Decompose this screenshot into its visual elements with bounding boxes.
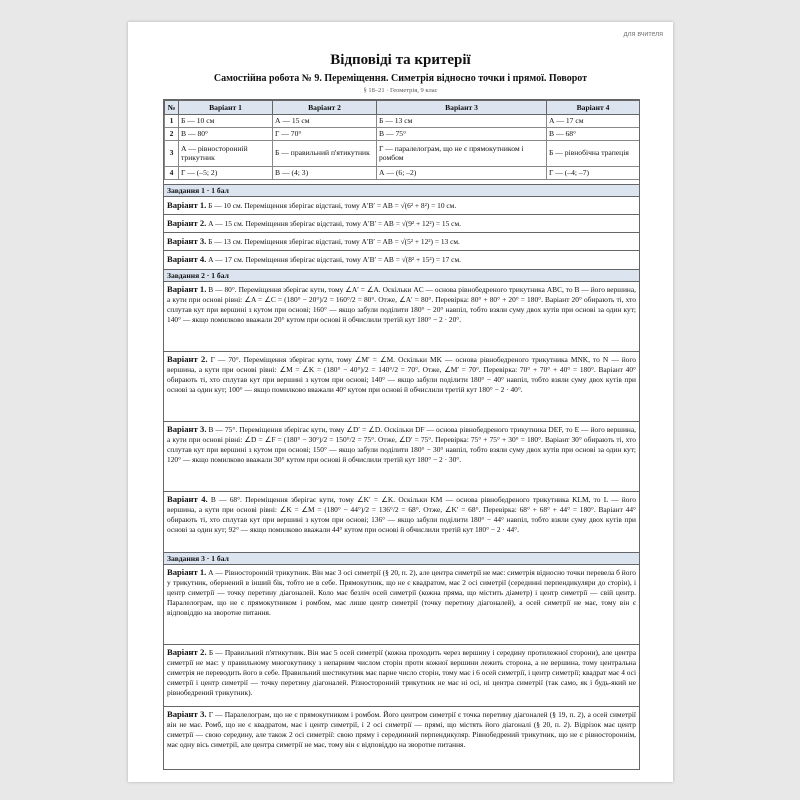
table-cell: Б — правильний п'ятикутник	[273, 141, 377, 167]
table-cell: 2	[165, 128, 179, 141]
variant-label: Варіант 1.	[167, 199, 207, 210]
table-cell: В — 75°	[377, 128, 547, 141]
variant-text: Г — Паралелограм, що не є прямокутником і ромбом. Його центром симетрії є точка перетину діагоналей (§ 19, п. 2), а осей симетрії він не має. Ромб, що не є квадратом, має і центр симетрії, і 2 осі симетрії — прямі, що містять його діагоналі (§ 20, п. 2). Відрізок має центр симетрії — свою середину, але також 2 осі симетрії: свою пряму і серединний перпендикуляр. Рівнобедрений трикутник, що не є рівностороннім, має одну вісь симетрії, але центра симетрії не має, тому він є відповіддю на зворотне питання.	[167, 710, 636, 749]
task-2-variant-2	[164, 352, 639, 422]
task-3-variant-2	[164, 645, 639, 707]
table-cell: А — (6; –2)	[377, 167, 547, 180]
variant-label: Варіант 1.	[167, 567, 207, 577]
table-row	[165, 141, 640, 167]
variant-text: Г — 70°. Переміщення зберігає кути, тому ∠M′ = ∠M. Оскільки MK — основа рівнобедреного трикутника MNK, то N — його вершина, а кути при основі рівні: ∠M = ∠K = (180° − 40°)/2 = 140°/2 = 70°. Отже, ∠M′ = 70°. Перевірка: 70° + 70° + 40° = 180°. Варіант 40° обирають ті, хто сплутав кут при вершині з кутом при основі; 140° — якщо забули поділити 180° − 40° навпіл, тобто взяли суму двох кутів при основі за один кут; 100° — якщо помилково вважали 40° кутом при основі й обчислили третій кут 180° − 2 · 40°.	[167, 355, 636, 394]
task-1-variant-3	[164, 233, 639, 251]
variant-text: В — 80°. Переміщення зберігає кути, тому ∠A′ = ∠A. Оскільки AC — основа рівнобедреного трикутника ABC, то B — його вершина, а кути при основі рівні: ∠A = ∠C = (180° − 20°)/2 = 160°/2 = 80°. Отже, ∠A′ = 80°. Перевірка: 80° + 80° + 20° = 180°. Варіант 20° обирають ті, хто сплутав кут при вершині з кутом при основі; 160° — якщо забули поділити 180° − 20° навпіл, тобто взяли суму двох кутів при основі за один кут; 140° — якщо помилково вважали 20° кутом при основі й обчислили третій кут 180° − 2 · 20°.	[167, 285, 636, 324]
page-meta: § 18–21 · Геометрія, 9 клас	[363, 87, 438, 94]
task-2-variant-4	[164, 492, 639, 560]
column-header: Варіант 1	[179, 101, 273, 115]
table-cell: В — 68°	[547, 128, 640, 141]
task-1-variant-1	[164, 197, 639, 215]
answer-sheet-page	[128, 22, 673, 782]
table-cell: 4	[165, 167, 179, 180]
task-1-variant-2	[164, 215, 639, 233]
variant-text: Б — Правильний п'ятикутник. Він має 5 осей симетрії (кожна проходить через вершину і середину протилежної сторони), але центра симетрії не має: у правильному многокутнику з непарним числом сторін проти кожної вершини лежить сторона, а не вершина, тому центральна симетрія не переводить його в себе. Правильний шестикутник має парне число сторін, тому має і 6 осей симетрії, і центр симетрії; квадрат має 4 осі симетрії і центр симетрії — точку перетину діагоналей. Різносторонній трикутник не має ні осі, ні центра симетрії (так само, як і будь-який не рівнобедрений трикутник).	[167, 648, 636, 697]
variant-text: А — 17 см. Переміщення зберігає відстані, тому A′B′ = AB = √(8² + 15²) = 17 см.	[208, 255, 461, 265]
answers-table	[164, 100, 640, 180]
variant-text: А — Рівносторонній трикутник. Він має 3 осі симетрії (§ 20, п. 2), але центра симетрії не має: симетрія відносно точки перевела б його у трикутник, обернений в інший бік, тобто не в себе. Прямокутник, що не є квадратом, має 2 осі симетрії (серединні перпендикуляри до сторін), і центр симетрії — точку перетину діагоналей. Коло має безліч осей симетрії (кожна пряма, що містить діаметр) і центр симетрії — свій центр. Паралелограм, що не є прямокутником і ромбом, має лише центр симетрії (точку перетину діагоналей), а осей симетрії не має, тому він є відповіддю на зворотне питання.	[167, 568, 636, 617]
column-header: Варіант 3	[377, 101, 547, 115]
table-cell: 1	[165, 115, 179, 128]
task-1-section	[163, 184, 640, 270]
variant-text: А — 15 см. Переміщення зберігає відстані, тому A′B′ = AB = √(9² + 12²) = 15 см.	[208, 218, 461, 228]
variant-label: Варіант 4.	[167, 254, 207, 265]
page-title: Відповіді та критерії	[330, 52, 471, 68]
column-header: №	[165, 101, 179, 115]
variant-text: Б — 13 см. Переміщення зберігає відстані, тому A′B′ = AB = √(5² + 12²) = 13 см.	[208, 236, 460, 246]
table-cell: Г — 70°	[273, 128, 377, 141]
column-header: Варіант 4	[547, 101, 640, 115]
variant-label: Варіант 3.	[167, 709, 207, 719]
audience-tag: для вчителя	[623, 31, 663, 38]
variant-label: Варіант 2.	[167, 354, 208, 364]
variant-text: В — 75°. Переміщення зберігає кути, тому ∠D′ = ∠D. Оскільки DF — основа рівнобедреного трикутника DEF, то E — його вершина, а кути при основі рівні: ∠D = ∠F = (180° − 30°)/2 = 150°/2 = 75°. Отже, ∠D′ = 75°. Перевірка: 75° + 75° + 30° = 180°. Варіант 30° обирають ті, хто сплутав кут при вершині з кутом при основі; 150° — якщо забули поділити 180° − 30° навпіл, тобто взяли суму двох кутів при основі за один кут; 120° — якщо помилково вважали 30° кутом при основі й обчислили третій кут 180° − 2 · 30°.	[167, 425, 636, 464]
column-header: Варіант 2	[273, 101, 377, 115]
task-3-variant-3	[164, 707, 639, 769]
task-3-variant-1	[164, 565, 639, 645]
table-cell: Б — 10 см	[179, 115, 273, 128]
table-cell: Б — рівнобічна трапеція	[547, 141, 640, 167]
variant-text: Б — 10 см. Переміщення зберігає відстані, тому A′B′ = AB = √(6² + 8²) = 10 см.	[208, 200, 457, 210]
table-cell: Г — (–5; 2)	[179, 167, 273, 180]
table-cell: А — 17 см	[547, 115, 640, 128]
variant-label: Варіант 3.	[167, 424, 207, 434]
task-2-header: Завдання 2 · 1 бал	[164, 270, 639, 282]
variant-label: Варіант 4.	[167, 494, 208, 504]
task-2-section	[163, 269, 640, 561]
table-header-row	[165, 101, 640, 115]
task-1-header: Завдання 1 · 1 бал	[164, 185, 639, 197]
task-1-variant-4	[164, 251, 639, 269]
task-2-variant-3	[164, 422, 639, 492]
answer-key-table	[163, 99, 640, 197]
table-cell: А — рівносторонній трикутник	[179, 141, 273, 167]
page-subtitle: Самостійна робота № 9. Переміщення. Симетрія відносно точки і прямої. Поворот	[213, 73, 588, 84]
task-3-section	[163, 552, 640, 770]
variant-text: В — 68°. Переміщення зберігає кути, тому ∠K′ = ∠K. Оскільки KM — основа рівнобедреного трикутника KLM, то L — його вершина, а кути при основі рівні: ∠K = ∠M = (180° − 44°)/2 = 136°/2 = 68°. Отже, ∠K′ = 68°. Перевірка: 68° + 68° + 44° = 180°. Варіант 44° обирають ті, хто сплутав кут при вершині з кутом при основі; 136° — якщо забули поділити 180° − 44° навпіл, тобто взяли суму двох кутів при основі за один кут; 92° — якщо помилково вважали 44° кутом при основі й обчислили третій кут 180° − 2 · 44°.	[167, 495, 636, 534]
table-row	[165, 128, 640, 141]
variant-label: Варіант 2.	[167, 647, 207, 657]
table-cell: А — 15 см	[273, 115, 377, 128]
task-2-variant-1	[164, 282, 639, 352]
table-cell: В — 80°	[179, 128, 273, 141]
table-row	[165, 115, 640, 128]
table-cell: Г — (–4; –7)	[547, 167, 640, 180]
variant-label: Варіант 1.	[167, 284, 207, 294]
table-cell: Г — паралелограм, що не є прямокутником і ромбом	[377, 141, 547, 167]
variant-label: Варіант 3.	[167, 235, 207, 246]
table-cell: 3	[165, 141, 179, 167]
table-cell: В — (4; 3)	[273, 167, 377, 180]
table-cell: Б — 13 см	[377, 115, 547, 128]
task-3-header: Завдання 3 · 1 бал	[164, 553, 639, 565]
variant-label: Варіант 2.	[167, 217, 207, 228]
table-row	[165, 167, 640, 180]
